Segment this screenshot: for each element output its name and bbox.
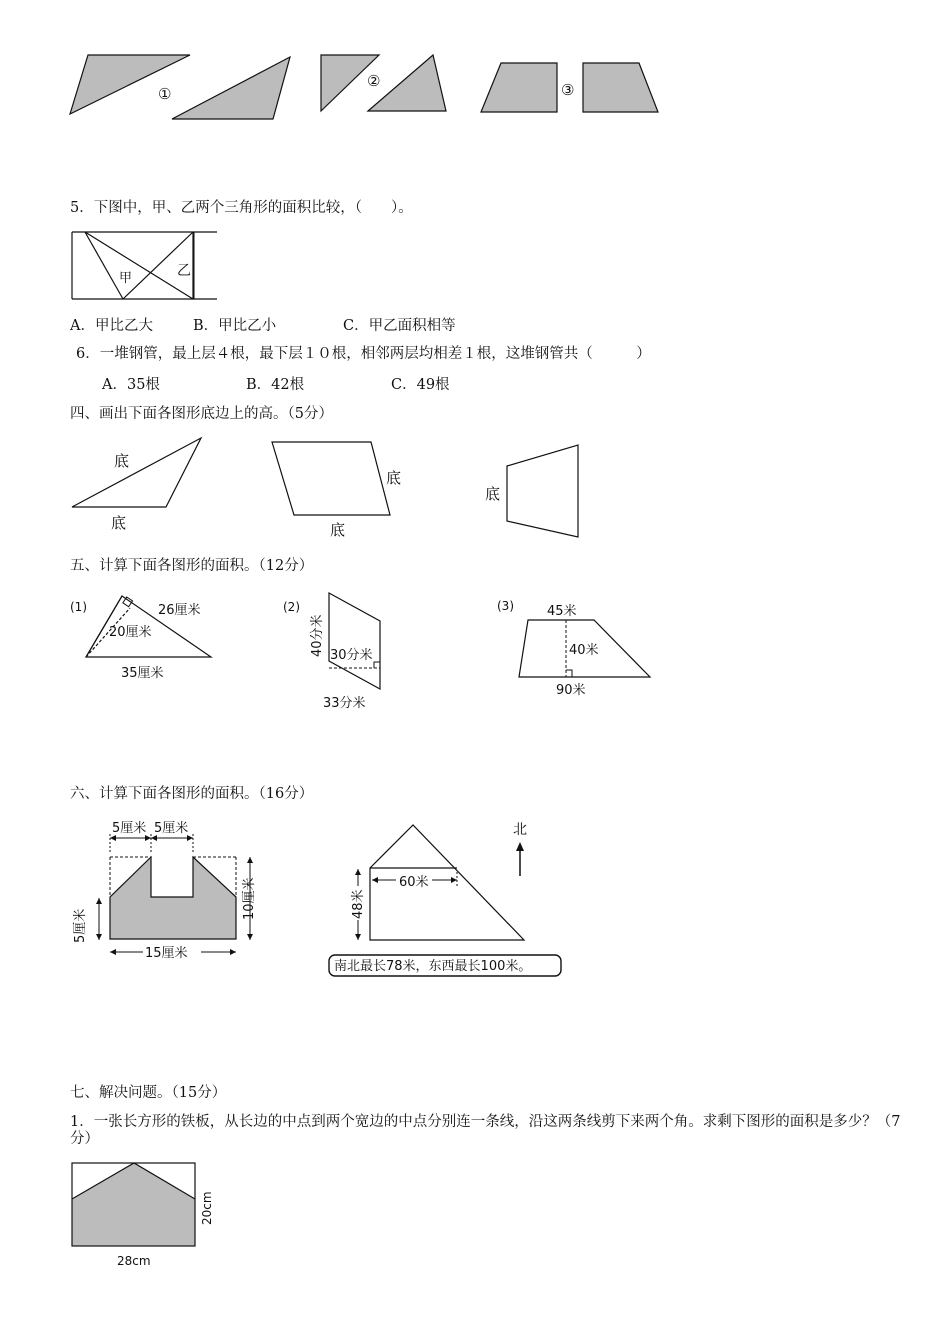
fig2-l3: 33分米 [323,696,366,711]
fig-label-1: ① [158,85,172,103]
q5-option-b: B．甲比乙小 [193,318,277,334]
figA-top2: 5厘米 [154,821,189,836]
base-label-4: 底 [330,521,346,539]
sec4-triangle [72,438,201,532]
q6-option-c: C．49根 [391,377,450,393]
sec6-figA [72,820,257,961]
sec4-parallelogram [272,442,401,539]
fig3-l1: 45米 [547,604,577,619]
sec5-fig3 [497,599,650,698]
figA-right: 10厘米 [242,877,257,920]
base-label-5: 底 [485,485,501,503]
fig1-l1: 26厘米 [158,603,201,618]
figure-pair-1 [70,55,290,119]
label-yi: 乙 [177,263,191,279]
q5-option-a: A．甲比乙大 [70,318,153,334]
base-label-2: 底 [111,514,127,532]
figure-pair-3 [481,63,658,112]
fig1-l2: 20厘米 [109,625,152,640]
fig1-l3: 35厘米 [121,666,164,681]
q5-figure [72,232,217,299]
figB-height: 48米 [351,889,366,919]
sec6-title: 六、计算下面各图形的面积。（16分） [70,786,314,802]
fig1-num: (1) [70,600,87,614]
sec7-title: 七、解决问题。（15分） [70,1085,227,1101]
figB-width: 60米 [399,875,429,890]
figure-pair-2 [321,55,446,111]
sec6-figB [329,822,561,976]
base-label-3: 底 [386,469,402,487]
sec5-title: 五、计算下面各图形的面积。（12分） [70,558,314,574]
base-label-1: 底 [114,452,130,470]
fig3-num: (3) [497,599,514,613]
fig2-l1: 40分米 [310,614,325,657]
figA-left: 5厘米 [73,908,88,943]
fig-label-2: ② [367,72,381,90]
sec7-figure [72,1163,214,1268]
fig2-num: (2) [283,600,300,614]
fig-label-3: ③ [561,81,575,99]
label-jia: 甲 [119,271,133,286]
figA-top1: 5厘米 [112,821,147,836]
q6-option-b: B．42根 [246,377,305,393]
sec7-w: 28cm [117,1254,151,1268]
sec4-title: 四、画出下面各图形底边上的高。（5分） [70,406,333,422]
figA-bottom: 15厘米 [145,946,188,961]
sec5-fig2 [283,593,380,711]
q6-option-a: A．35根 [102,377,160,393]
fig3-l3: 90米 [556,683,586,698]
sec4-trapezoid [485,445,578,537]
sec5-fig1 [70,596,211,681]
north-arrow-icon [516,842,524,851]
fig3-l2: 40米 [569,643,599,658]
sec7-question-1: 1．一张长方形的铁板，从长边的中点到两个宽边的中点分别连一条线，沿这两条线剪下来两个角。求剩下图形的面积是多少？（7分） [70,1114,901,1147]
sec7-h: 20cm [200,1191,214,1225]
q5-question: 5．下图中，甲、乙两个三角形的面积比较，（ ）。 [70,200,413,216]
figB-note: 南北最长78米，东西最长100米。 [334,959,532,974]
fig2-l2: 30分米 [330,648,373,663]
figB-north: 北 [513,822,527,838]
q5-option-c: C．甲乙面积相等 [343,318,456,334]
q6-question: 6．一堆钢管，最上层４根，最下层１０根，相邻两层均相差１根，这堆钢管共（ ） [76,346,651,362]
